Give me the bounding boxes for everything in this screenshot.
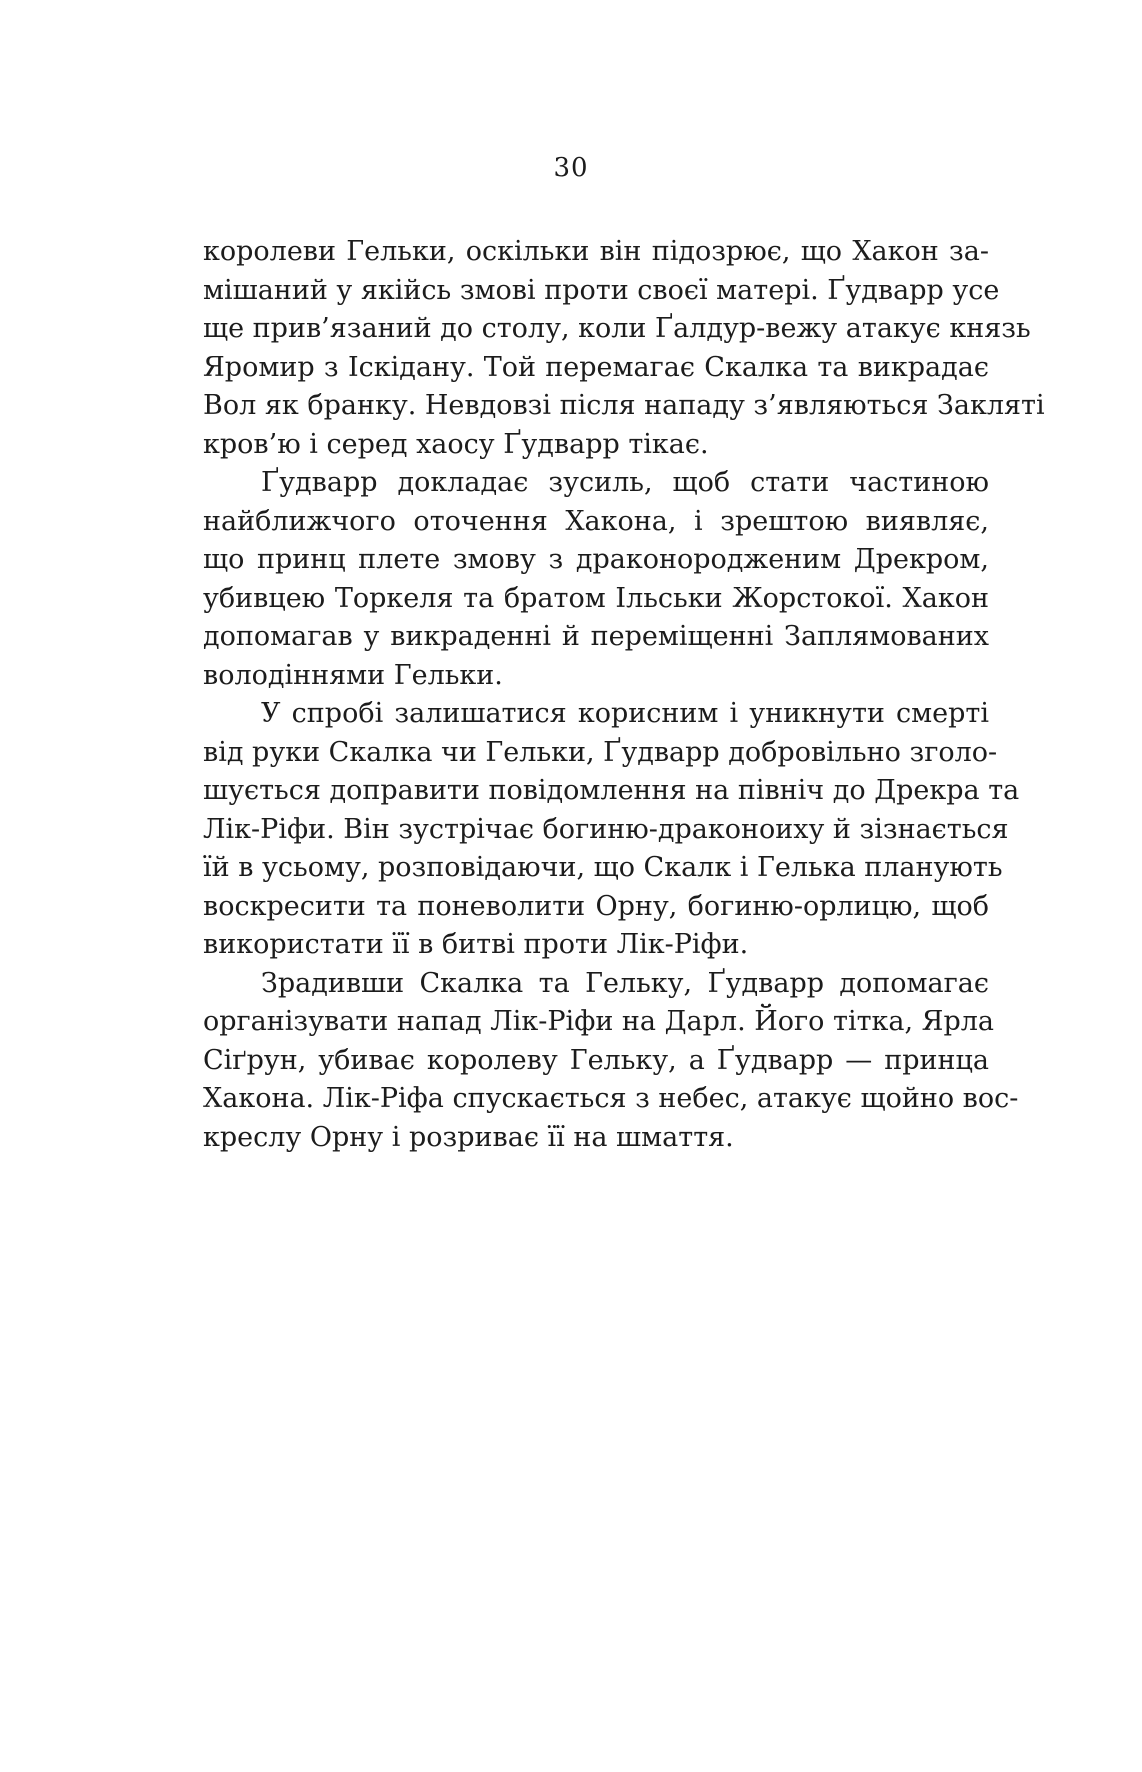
text-line: Яромир з Іскідану. Той перемагає Скалка та викрадає xyxy=(203,351,989,383)
paragraph xyxy=(203,464,989,695)
paragraph xyxy=(203,233,1045,464)
text-line: Хакона. Лік-Ріфа спускається з небес, атакує щойно вос- xyxy=(203,1083,1019,1114)
text-line: від руки Скалка чи Гельки, Ґудварр добровільно зголо- xyxy=(203,736,998,768)
text-line: ще прив’язаний до столу, коли Ґалдур-вежу атакує князь xyxy=(203,313,1031,344)
text-line: воскресити та поневолити Орну, богиню-орлицю, щоб xyxy=(203,890,989,922)
text-line: допомагав у викраденні й переміщенні Заплямованих xyxy=(203,621,989,652)
text-line: кров’ю і серед хаосу Ґудварр тікає. xyxy=(203,428,709,460)
paragraph xyxy=(203,695,1020,965)
body-text xyxy=(203,233,1045,1157)
text-line: що принц плете змову з драконородженим Дрекром, xyxy=(203,544,989,575)
text-line: використати її в битві проти Лік-Ріфи. xyxy=(203,929,749,960)
text-line: Ґудварр докладає зусиль, щоб стати частиною xyxy=(261,467,989,498)
text-line: шується доправити повідомлення на північ до Дрекра та xyxy=(203,775,1020,806)
text-line: креслу Орну і розриває її на шмаття. xyxy=(203,1121,734,1153)
text-line: У спробі залишатися корисним і уникнути смерті xyxy=(261,698,989,729)
text-line: найближчого оточення Хакона, і зрештою виявляє, xyxy=(203,505,989,537)
text-line: Сіґрун, убиває королеву Гельку, а Ґудварр — принца xyxy=(203,1044,989,1076)
text-line: королеви Гельки, оскільки він підозрює, що Хакон за- xyxy=(203,236,989,267)
text-line: організувати напад Лік-Ріфи на Дарл. Його тітка, Ярла xyxy=(203,1006,995,1037)
text-line: Зрадивши Скалка та Гельку, Ґудварр допомагає xyxy=(261,967,989,999)
text-line: володіннями Гельки. xyxy=(203,659,503,691)
paragraph xyxy=(203,965,1019,1158)
text-line: їй в усьому, розповідаючи, що Скалк і Гелька планують xyxy=(203,852,1003,883)
text-line: Вол як бранку. Невдовзі після нападу з’являються Закляті xyxy=(203,390,1045,421)
text-line: мішаний у якійсь змові проти своєї матері. Ґудварр усе xyxy=(203,274,1000,306)
text-line: Лік-Ріфи. Він зустрічає богиню-драконоиху й зізнається xyxy=(203,813,1009,845)
text-line: убивцею Торкеля та братом Ільськи Жорстокої. Хакон xyxy=(203,582,989,614)
page-number: 30 xyxy=(553,153,589,183)
